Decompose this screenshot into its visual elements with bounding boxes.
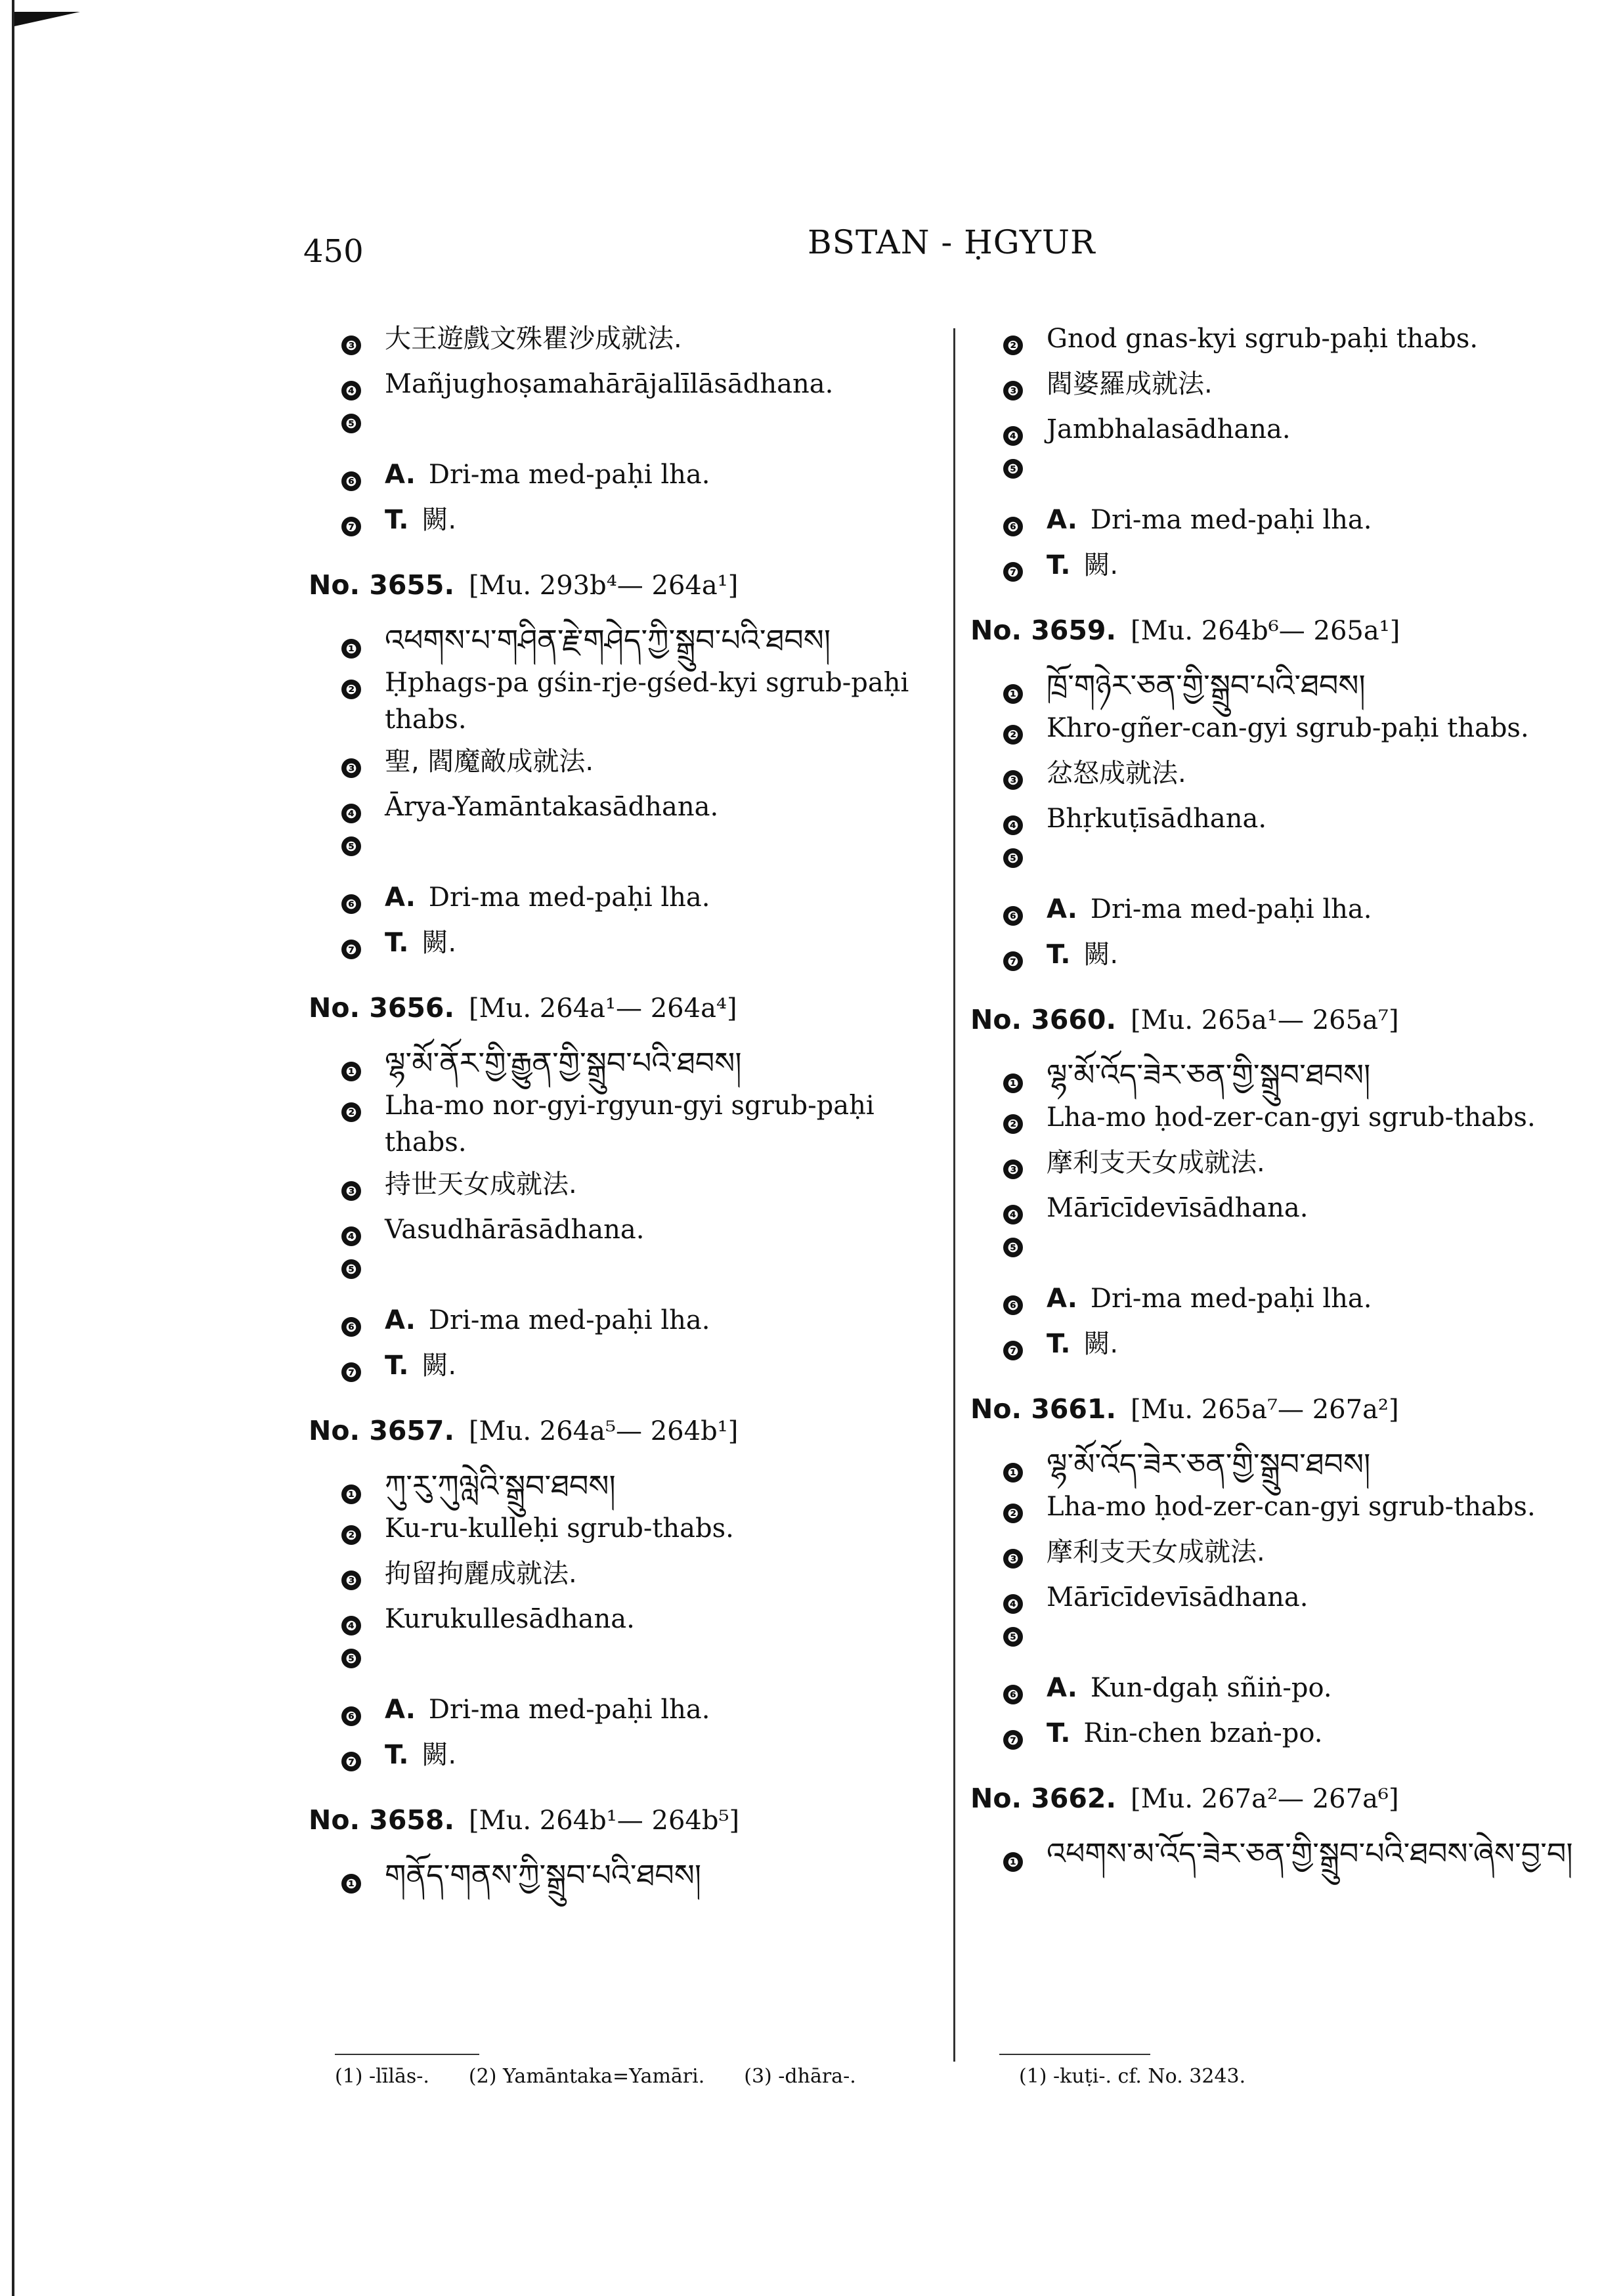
entry-text (385, 619, 939, 661)
field-number-icon: ❻ (1003, 906, 1023, 926)
field-number-icon: ❺ (1003, 1627, 1023, 1647)
entry-line (309, 1166, 939, 1211)
scan-edge (12, 0, 14, 2296)
entry-value: Vasudhārāsādhana. (385, 1215, 645, 1245)
footnote: (2) Yamāntaka=Yamāri. (468, 2065, 705, 2088)
entry-line (309, 834, 939, 879)
entry-value: Ḥphags-pa gśin-rje-gśed-kyi sgrub-paḥi thabs. (385, 668, 909, 735)
entry-heading (309, 1804, 939, 1854)
entry-line (309, 1042, 939, 1087)
entry-heading (970, 1783, 1620, 1832)
entry-line (970, 1144, 1620, 1190)
entry-value: Dri-ma med-paḥi lha. (428, 882, 710, 913)
entry-text (1047, 1326, 1620, 1362)
entry-value: Lha-mo ḥod-zer-can-gyi sgrub-thabs. (1047, 1492, 1536, 1522)
field-number-icon: ❹ (1003, 1594, 1023, 1614)
entry-line (309, 1257, 939, 1302)
entry-heading (970, 615, 1620, 664)
entry-text (1047, 1832, 1620, 1874)
entry-text (1047, 755, 1620, 792)
entry-line (970, 366, 1620, 411)
entry-text (385, 924, 939, 961)
entry-line (970, 1488, 1620, 1534)
entry-line (309, 1601, 939, 1646)
field-number-icon: ❻ (341, 1317, 361, 1337)
entry-text (1047, 366, 1620, 402)
entry-text (385, 1347, 939, 1384)
entry-line (309, 879, 939, 924)
entry-text (1047, 1443, 1620, 1485)
entry-text (385, 502, 939, 538)
entry-number: No. 3661. (970, 1393, 1117, 1425)
entry-heading (970, 1004, 1620, 1054)
entry-label: A. (1047, 505, 1077, 535)
entry-label: T. (385, 928, 409, 958)
entry-text (385, 1087, 939, 1161)
entry-value: Kurukullesādhana. (385, 1604, 635, 1634)
entry-reference: [Mu. 265a¹— 265a⁷] (1131, 1005, 1399, 1035)
entry-label: A. (1047, 894, 1077, 924)
entry-line (970, 1624, 1620, 1670)
entry-line (970, 411, 1620, 456)
entry-text (385, 320, 939, 357)
entry-number: No. 3656. (309, 992, 455, 1024)
field-number-icon: ❹ (341, 381, 361, 401)
field-number-icon: ❼ (341, 1752, 361, 1771)
entry-line (970, 456, 1620, 502)
footnote-rule-left (335, 2054, 479, 2055)
entry-value: ལྷ་མོ་འོད་ཟེར་ཅན་གྱི་སྒྲུབ་ཐབས། (1047, 1057, 1371, 1093)
footnotes-right (1019, 2065, 1245, 2088)
entry-line (309, 1555, 939, 1601)
field-number-icon: ❸ (1003, 1159, 1023, 1179)
entry-value: 大王遊戲文殊瞿沙成就法. (385, 324, 682, 354)
entry-text (1047, 1054, 1620, 1096)
entry-value: Lha-mo ḥod-zer-can-gyi sgrub-thabs. (1047, 1102, 1536, 1133)
entry-value: Kun-dgaḥ sñiṅ-po. (1090, 1673, 1332, 1703)
entry-value: 忿怒成就法. (1047, 758, 1186, 789)
entry-line (970, 846, 1620, 891)
entry-line (309, 1737, 939, 1782)
entry-line (970, 1443, 1620, 1488)
field-number-icon: ❶ (341, 1874, 361, 1894)
entry-number: No. 3657. (309, 1415, 455, 1446)
field-number-icon: ❸ (341, 336, 361, 355)
entry-text (1047, 411, 1620, 448)
entry-line (970, 891, 1620, 936)
field-number-icon: ❻ (1003, 517, 1023, 536)
entry-line (309, 456, 939, 502)
entry-value: 闕. (1083, 1329, 1119, 1359)
entry-text (385, 789, 939, 825)
entry-value: Mañjughoṣamahārājalīlāsādhana. (385, 369, 834, 399)
corner-mark (14, 12, 80, 26)
field-number-icon: ❹ (341, 1226, 361, 1246)
entry-reference: [Mu. 265a⁷— 267a²] (1131, 1395, 1399, 1425)
field-number-icon: ❷ (1003, 336, 1023, 355)
entry-text (1047, 891, 1620, 928)
entry-number: No. 3655. (309, 569, 455, 601)
entry-line (309, 619, 939, 664)
field-number-icon: ❻ (341, 471, 361, 491)
entry-value: 闕. (1083, 940, 1119, 970)
field-number-icon: ❸ (1003, 770, 1023, 790)
entry-text (385, 366, 939, 402)
footnotes-left (335, 2065, 952, 2088)
entry-reference: [Mu. 267a²— 267a⁶] (1131, 1784, 1399, 1814)
field-number-icon: ❺ (1003, 459, 1023, 479)
entry-value: འཕགས་མ་འོད་ཟེར་ཅན་གྱི་སྒྲུབ་པའི་ཐབས་ཞེས་བྱ་བ། (1047, 1836, 1573, 1871)
field-number-icon: ❷ (341, 1102, 361, 1122)
entry-line (309, 789, 939, 834)
entry-line (309, 411, 939, 456)
entry-text (1047, 1144, 1620, 1181)
entry-line (970, 755, 1620, 800)
entry-value: 闕. (422, 1740, 457, 1770)
entry-number: No. 3662. (970, 1783, 1117, 1814)
field-number-icon: ❶ (1003, 1463, 1023, 1483)
entry-line (970, 320, 1620, 366)
entry-value: 摩利支天女成就法. (1047, 1537, 1265, 1567)
field-number-icon: ❼ (1003, 562, 1023, 582)
entry-value: Jambhalasādhana. (1047, 414, 1291, 444)
entry-line (970, 547, 1620, 592)
entry-number: No. 3660. (970, 1004, 1117, 1035)
entry-reference: [Mu. 264b⁶— 265a¹] (1131, 616, 1400, 646)
field-number-icon: ❺ (341, 1649, 361, 1668)
entry-line (970, 800, 1620, 846)
entry-value: 闕. (422, 1351, 457, 1381)
entry-reference: [Mu. 264b¹— 264b⁵] (469, 1806, 740, 1836)
footnote: (3) -dhāra-. (744, 2065, 856, 2088)
entry-label: T. (1047, 1329, 1071, 1359)
entry-reference: [Mu. 264a¹— 264a⁴] (469, 993, 737, 1024)
entry-text (1047, 710, 1620, 747)
field-number-icon: ❸ (341, 1181, 361, 1201)
entry-value: Ārya-Yamāntakasādhana. (385, 792, 719, 822)
field-number-icon: ❶ (1003, 1852, 1023, 1872)
entry-text (385, 1737, 939, 1773)
entry-line (970, 1326, 1620, 1371)
entry-text (385, 1854, 939, 1896)
entry-line (970, 1832, 1620, 1883)
entry-text (385, 1510, 939, 1547)
field-number-icon: ❶ (1003, 1073, 1023, 1093)
entry-label: T. (1047, 550, 1071, 580)
field-number-icon: ❶ (1003, 684, 1023, 704)
entry-text (1047, 1715, 1620, 1752)
entry-text (385, 1166, 939, 1203)
field-number-icon: ❻ (1003, 1685, 1023, 1704)
field-number-icon: ❶ (341, 1062, 361, 1081)
entry-line (309, 1302, 939, 1347)
entry-value: Dri-ma med-paḥi lha. (1090, 505, 1372, 535)
entry-line (309, 1691, 939, 1737)
field-number-icon: ❹ (341, 804, 361, 823)
entry-line (309, 743, 939, 789)
entry-line (970, 710, 1620, 755)
field-number-icon: ❹ (1003, 815, 1023, 835)
entry-text (385, 1302, 939, 1339)
entry-label: A. (1047, 1284, 1077, 1314)
entry-value: Lha-mo nor-gyi-rgyun-gyi sgrub-paḥi thabs. (385, 1091, 875, 1158)
field-number-icon: ❻ (1003, 1295, 1023, 1315)
entry-line (309, 924, 939, 970)
field-number-icon: ❷ (1003, 1114, 1023, 1134)
entry-text (385, 1691, 939, 1728)
entry-value: ལྷ་མོ་ནོར་གྱི་རྒྱུན་གྱི་སྒྲུབ་པའི་ཐབས། (385, 1045, 742, 1081)
entry-value: Khro-gñer-can-gyi sgrub-paḥi thabs. (1047, 713, 1529, 743)
entry-number: No. 3659. (970, 615, 1117, 646)
entry-label: T. (1047, 1718, 1071, 1748)
entry-value: Gnod gnas-kyi sgrub-paḥi thabs. (1047, 324, 1479, 354)
entry-value: འཕགས་པ་གཤིན་རྗེ་གཤེད་ཀྱི་སྒྲུབ་པའི་ཐབས། (385, 622, 831, 658)
entry-text (385, 743, 939, 780)
entry-line (970, 1280, 1620, 1326)
field-number-icon: ❶ (341, 639, 361, 659)
entry-value: Mārīcīdevīsādhana. (1047, 1193, 1309, 1223)
entry-text (1047, 1534, 1620, 1570)
footnote: (1) -kuṭi-. cf. No. 3243. (1019, 2065, 1246, 2088)
entry-text (1047, 936, 1620, 973)
entry-text (1047, 547, 1620, 584)
entry-value: 閻婆羅成就法. (1047, 369, 1213, 399)
entry-text (1047, 1190, 1620, 1226)
column-divider (953, 328, 955, 2062)
entry-value: Dri-ma med-paḥi lha. (428, 1305, 710, 1335)
entry-value: Dri-ma med-paḥi lha. (428, 460, 710, 490)
entry-value: 拘留拘麗成就法. (385, 1559, 577, 1589)
entry-label: T. (385, 1351, 409, 1381)
entry-text (385, 879, 939, 916)
entry-label: T. (385, 505, 409, 535)
field-number-icon: ❶ (341, 1484, 361, 1504)
entry-value: Ku-ru-kulleḥi sgrub-thabs. (385, 1513, 734, 1544)
entry-text (385, 1601, 939, 1637)
entry-heading (309, 569, 939, 619)
field-number-icon: ❼ (341, 1362, 361, 1382)
entry-value: Mārīcīdevīsādhana. (1047, 1582, 1309, 1613)
entry-line (309, 1854, 939, 1899)
entry-label: T. (1047, 940, 1071, 970)
entry-line (309, 1465, 939, 1510)
field-number-icon: ❹ (341, 1616, 361, 1635)
entry-text (385, 456, 939, 493)
field-number-icon: ❻ (341, 1706, 361, 1726)
field-number-icon: ❻ (341, 894, 361, 914)
field-number-icon: ❸ (341, 1570, 361, 1590)
entry-line (309, 320, 939, 366)
entry-line (309, 1646, 939, 1691)
entry-line (309, 1510, 939, 1555)
entry-value: Dri-ma med-paḥi lha. (1090, 894, 1372, 924)
entry-label: A. (385, 1695, 416, 1725)
field-number-icon: ❹ (1003, 1205, 1023, 1224)
entry-value: Dri-ma med-paḥi lha. (428, 1695, 710, 1725)
field-number-icon: ❷ (341, 1525, 361, 1545)
entry-line (309, 1347, 939, 1393)
entry-line (309, 366, 939, 411)
entry-reference: [Mu. 293b⁴— 264a¹] (469, 571, 739, 601)
entry-line (970, 502, 1620, 547)
field-number-icon: ❺ (341, 1259, 361, 1279)
field-number-icon: ❼ (1003, 1730, 1023, 1750)
entry-text (1047, 1488, 1620, 1525)
entry-heading (309, 992, 939, 1042)
field-number-icon: ❼ (341, 940, 361, 959)
field-number-icon: ❺ (1003, 848, 1023, 868)
entry-number: No. 3658. (309, 1804, 455, 1836)
entry-line (970, 1534, 1620, 1579)
field-number-icon: ❷ (341, 680, 361, 699)
entry-value: ལྷ་མོ་འོད་ཟེར་ཅན་གྱི་སྒྲུབ་ཐབས། (1047, 1446, 1371, 1482)
entry-label: A. (1047, 1673, 1077, 1703)
entry-line (970, 1054, 1620, 1099)
entry-text (385, 1042, 939, 1084)
entry-value: 持世天女成就法. (385, 1169, 577, 1200)
entry-text (1047, 1670, 1620, 1706)
entry-text (385, 1555, 939, 1592)
entry-line (970, 1579, 1620, 1624)
entry-value: Rin-chen bzaṅ-po. (1083, 1718, 1323, 1748)
field-number-icon: ❼ (341, 517, 361, 536)
entry-value: 闕. (1083, 550, 1119, 580)
entry-text (385, 664, 939, 738)
right-column (970, 320, 1620, 1883)
field-number-icon: ❼ (1003, 951, 1023, 971)
entry-line (970, 1235, 1620, 1280)
entry-value: 闕. (422, 505, 457, 535)
entry-line (970, 936, 1620, 982)
entry-reference: [Mu. 264a⁵— 264b¹] (469, 1416, 739, 1446)
running-head: BSTAN - ḤGYUR (808, 223, 1096, 261)
entry-line (970, 1190, 1620, 1235)
field-number-icon: ❺ (341, 414, 361, 433)
field-number-icon: ❷ (1003, 1504, 1023, 1523)
entry-line (970, 1670, 1620, 1715)
entry-label: T. (385, 1740, 409, 1770)
entry-text (385, 1211, 939, 1248)
page-number: 450 (303, 233, 364, 270)
entry-text (1047, 664, 1620, 706)
entry-line (309, 1211, 939, 1257)
field-number-icon: ❸ (1003, 1549, 1023, 1569)
entry-line (309, 1087, 939, 1166)
entry-heading (309, 1415, 939, 1465)
entry-value: 闕. (422, 928, 457, 958)
entry-text (1047, 320, 1620, 357)
entry-value: 聖, 閻魔敵成就法. (385, 747, 594, 777)
entry-value: Dri-ma med-paḥi lha. (1090, 1284, 1372, 1314)
field-number-icon: ❹ (1003, 426, 1023, 446)
footnote: (1) -līlās-. (335, 2065, 429, 2088)
entry-label: A. (385, 882, 416, 913)
field-number-icon: ❺ (1003, 1238, 1023, 1257)
entry-value: གནོད་གནས་ཀྱི་སྒྲུབ་པའི་ཐབས། (385, 1857, 702, 1893)
entry-text (1047, 800, 1620, 837)
entry-value: Bhṛkuṭīsādhana. (1047, 804, 1267, 834)
entry-heading (970, 1393, 1620, 1443)
entry-line (309, 502, 939, 547)
field-number-icon: ❸ (341, 758, 361, 778)
entry-value: ཁྲོ་གཉེར་ཅན་གྱི་སྒྲུབ་པའི་ཐབས། (1047, 668, 1366, 703)
entry-label: A. (385, 1305, 416, 1335)
field-number-icon: ❺ (341, 836, 361, 856)
entry-line (970, 1099, 1620, 1144)
entry-text (1047, 1099, 1620, 1136)
field-number-icon: ❼ (1003, 1341, 1023, 1360)
entry-value: ཀུ་རུ་ཀུལླེའི་སྒྲུབ་ཐབས། (385, 1468, 616, 1504)
entry-line (309, 664, 939, 743)
entry-text (1047, 1579, 1620, 1616)
entry-text (1047, 502, 1620, 538)
field-number-icon: ❸ (1003, 381, 1023, 401)
entry-line (970, 1715, 1620, 1760)
field-number-icon: ❷ (1003, 725, 1023, 745)
footnote-rule-right (999, 2054, 1150, 2055)
entry-value: 摩利支天女成就法. (1047, 1148, 1265, 1178)
entry-text (1047, 1280, 1620, 1317)
entry-line (970, 664, 1620, 710)
entry-label: A. (385, 460, 416, 490)
entry-text (385, 1465, 939, 1507)
left-column (309, 320, 939, 1899)
